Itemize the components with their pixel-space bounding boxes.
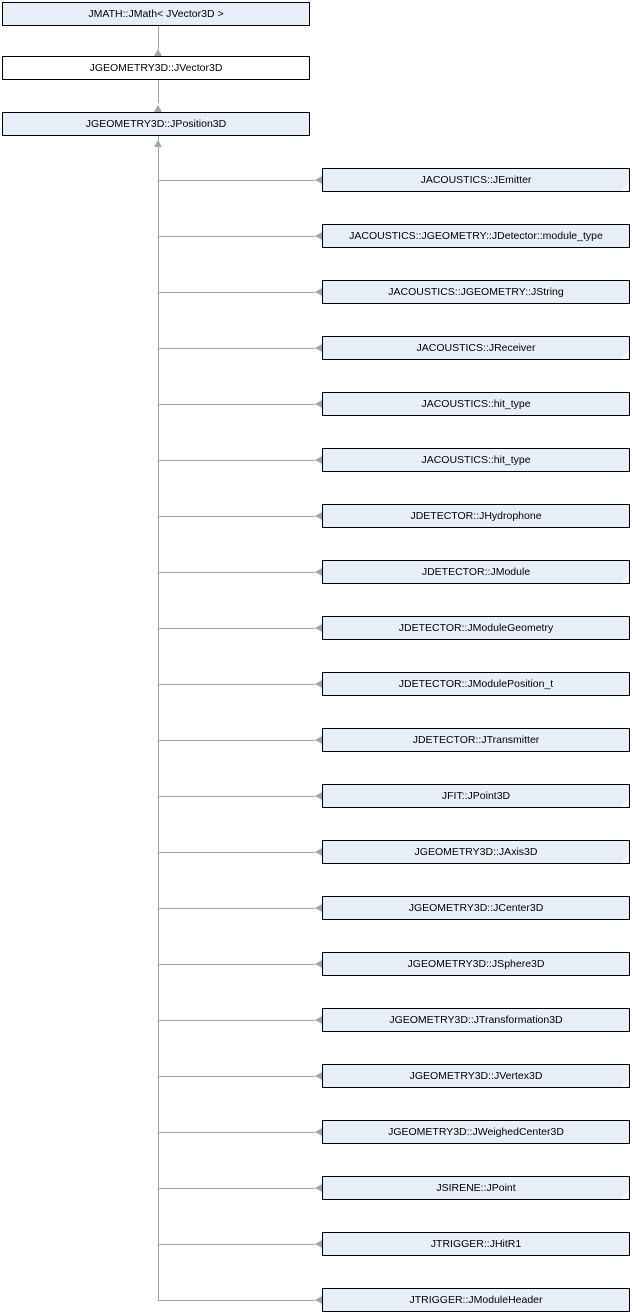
class-label: JTRIGGER::JHitR1 — [430, 1237, 522, 1250]
class-label: JDETECTOR::JTransmitter — [412, 733, 540, 746]
class-node-derived-12[interactable] — [322, 840, 630, 864]
inheritance-arrow-left — [315, 176, 322, 184]
edge-branch-13 — [158, 908, 315, 909]
class-node-derived-13[interactable] — [322, 896, 630, 920]
inheritance-arrow-left — [315, 736, 322, 744]
class-label: JACOUSTICS::hit_type — [421, 453, 531, 466]
inheritance-arrow-left — [315, 1072, 322, 1080]
edge-branch-9 — [158, 684, 315, 685]
edge-branch-17 — [158, 1132, 315, 1133]
class-node-derived-16[interactable] — [322, 1064, 630, 1088]
class-node-derived-10[interactable] — [322, 728, 630, 752]
class-label: JACOUSTICS::JReceiver — [416, 341, 536, 354]
edge-branch-16 — [158, 1076, 315, 1077]
class-node-derived-11[interactable] — [322, 784, 630, 808]
class-label: JGEOMETRY3D::JWeighedCenter3D — [388, 1125, 564, 1138]
class-node-derived-3[interactable] — [322, 336, 630, 360]
edge-branch-15 — [158, 1020, 315, 1021]
class-label: JGEOMETRY3D::JAxis3D — [414, 845, 538, 858]
edge-branch-20 — [158, 1300, 315, 1301]
class-label: JACOUSTICS::JGEOMETRY::JDetector::module_type — [349, 229, 603, 242]
edge-branch-19 — [158, 1244, 315, 1245]
edge-branch-4 — [158, 404, 315, 405]
class-node-derived-20[interactable] — [322, 1288, 630, 1312]
class-node-derived-18[interactable] — [322, 1176, 630, 1200]
class-label: JACOUSTICS::hit_type — [421, 397, 531, 410]
inheritance-arrow-left — [315, 960, 322, 968]
edge-branch-5 — [158, 460, 315, 461]
inheritance-arrow-left — [315, 232, 322, 240]
inheritance-arrow-left — [315, 1184, 322, 1192]
inheritance-arrow-left — [315, 400, 322, 408]
class-label: JMATH::JMath< JVector3D > — [88, 7, 224, 20]
class-label: JACOUSTICS::JGEOMETRY::JString — [388, 285, 564, 298]
class-label: JGEOMETRY3D::JTransformation3D — [389, 1013, 563, 1026]
class-node-derived-14[interactable] — [322, 952, 630, 976]
inheritance-arrow-left — [315, 344, 322, 352]
class-label: JGEOMETRY3D::JPosition3D — [85, 117, 227, 130]
class-node-derived-9[interactable] — [322, 672, 630, 696]
class-label: JDETECTOR::JModuleGeometry — [398, 621, 554, 634]
inheritance-arrow-left — [315, 568, 322, 576]
class-node-derived-0[interactable] — [322, 168, 630, 192]
edge-branch-12 — [158, 852, 315, 853]
inheritance-arrow-left — [315, 680, 322, 688]
inheritance-arrow-left — [315, 792, 322, 800]
class-label: JTRIGGER::JModuleHeader — [409, 1293, 543, 1306]
edge-branch-3 — [158, 348, 315, 349]
class-node-derived-1[interactable] — [322, 224, 630, 248]
edge-branch-14 — [158, 964, 315, 965]
class-node-top-0[interactable] — [2, 2, 310, 26]
class-node-derived-17[interactable] — [322, 1120, 630, 1144]
edge-branch-6 — [158, 516, 315, 517]
edge-top-1 — [158, 26, 159, 49]
class-node-derived-2[interactable] — [322, 280, 630, 304]
class-label: JDETECTOR::JModulePosition_t — [398, 677, 554, 690]
class-label: JGEOMETRY3D::JSphere3D — [407, 957, 545, 970]
inheritance-arrow-left — [315, 1128, 322, 1136]
inheritance-arrow-left — [315, 848, 322, 856]
class-label: JSIRENE::JPoint — [436, 1181, 516, 1194]
class-label: JACOUSTICS::JEmitter — [420, 173, 532, 186]
class-label: JGEOMETRY3D::JVector3D — [89, 61, 223, 74]
edge-branch-11 — [158, 796, 315, 797]
class-label: JGEOMETRY3D::JCenter3D — [408, 901, 544, 914]
class-node-top-1[interactable] — [2, 56, 310, 80]
class-node-derived-8[interactable] — [322, 616, 630, 640]
inheritance-arrow-left — [315, 1016, 322, 1024]
inheritance-arrow-left — [315, 456, 322, 464]
class-label: JDETECTOR::JHydrophone — [410, 509, 542, 522]
inheritance-arrow-left — [315, 288, 322, 296]
inheritance-arrow-left — [315, 1240, 322, 1248]
edge-top-2 — [158, 80, 159, 103]
class-node-derived-19[interactable] — [322, 1232, 630, 1256]
inheritance-arrow-up — [154, 49, 162, 56]
class-label: JDETECTOR::JModule — [421, 565, 531, 578]
edge-branch-8 — [158, 628, 315, 629]
edge-branch-2 — [158, 292, 315, 293]
edge-branch-0 — [158, 180, 315, 181]
edge-branch-1 — [158, 236, 315, 237]
edge-trunk — [158, 136, 159, 1300]
edge-branch-10 — [158, 740, 315, 741]
class-label: JFIT::JPoint3D — [441, 789, 511, 802]
class-node-derived-5[interactable] — [322, 448, 630, 472]
class-label: JGEOMETRY3D::JVertex3D — [409, 1069, 543, 1082]
inheritance-arrow-up — [154, 140, 162, 147]
inheritance-arrow-left — [315, 1296, 322, 1304]
class-node-derived-6[interactable] — [322, 504, 630, 528]
class-node-derived-4[interactable] — [322, 392, 630, 416]
edge-branch-18 — [158, 1188, 315, 1189]
class-node-top-2[interactable] — [2, 112, 310, 136]
inheritance-arrow-left — [315, 512, 322, 520]
class-node-derived-15[interactable] — [322, 1008, 630, 1032]
inheritance-arrow-up — [154, 105, 162, 112]
inheritance-arrow-left — [315, 904, 322, 912]
inheritance-arrow-left — [315, 624, 322, 632]
class-node-derived-7[interactable] — [322, 560, 630, 584]
edge-branch-7 — [158, 572, 315, 573]
